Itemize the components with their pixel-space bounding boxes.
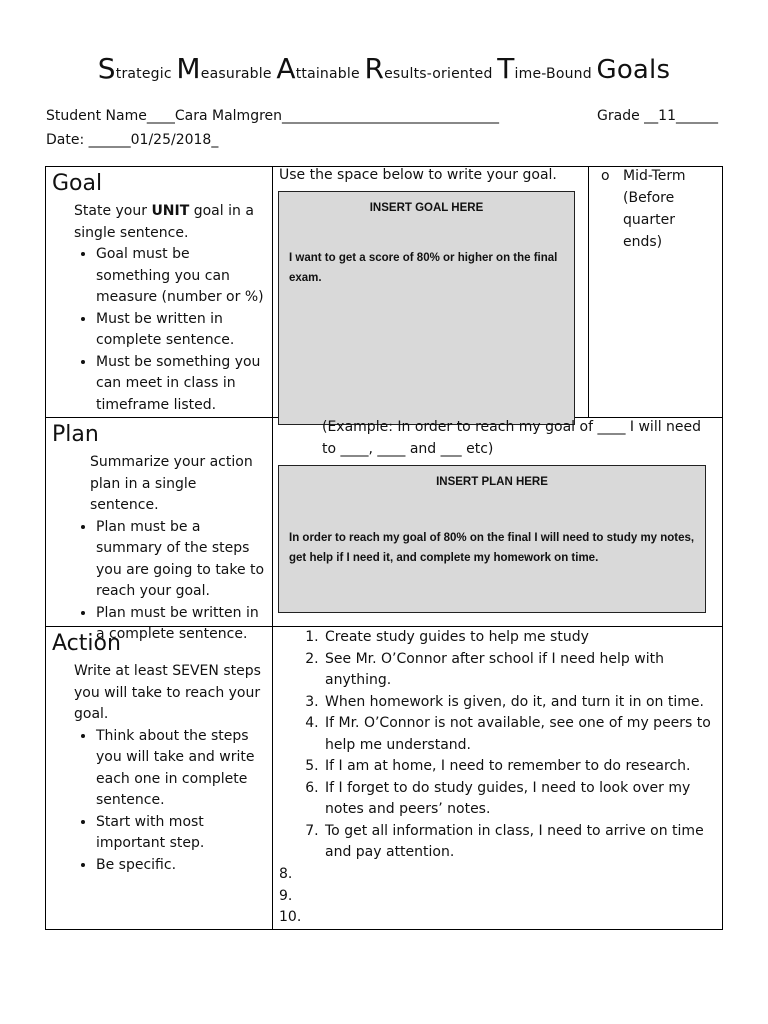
plan-example: (Example: In order to reach my goal of ____ I will need to ____, ____ and ___ etc) bbox=[322, 419, 702, 457]
goal-instruction-post: goal in a single sentence. bbox=[74, 203, 254, 241]
student-name-field[interactable]: Student Name____Cara Malmgren_______________________________ bbox=[46, 108, 500, 124]
title-a-letter: A bbox=[276, 52, 296, 85]
action-bullet: • Think about the steps you will take and write each one in complete sentence. bbox=[96, 726, 266, 812]
plan-box-text[interactable]: In order to reach my goal of 80% on the final I will need to study my notes, get help if I need it, and complete my homework on time. bbox=[289, 532, 695, 564]
action-step[interactable]: 3. When homework is given, do it, and turn it in on time. bbox=[323, 692, 718, 714]
action-step[interactable]: 7. To get all information in class, I need to arrive on time and pay attention. bbox=[323, 821, 718, 864]
action-step-8[interactable]: 8. bbox=[279, 866, 293, 882]
action-bullet: • Be specific. bbox=[96, 855, 266, 877]
goal-prompt: Use the space below to write your goal. bbox=[279, 167, 557, 183]
goal-bullet: • Goal must be something you can measure (number or %) bbox=[96, 244, 266, 309]
plan-bullet: • Plan must be written in a complete sentence. bbox=[96, 603, 266, 646]
goal-instruction-unit: UNIT bbox=[151, 203, 190, 219]
goal-box-heading: INSERT GOAL HERE bbox=[369, 202, 484, 214]
title-t-letter: T bbox=[497, 52, 515, 85]
midterm-column-divider bbox=[588, 167, 589, 417]
action-step[interactable]: 4. If Mr. O’Connor is not available, see one of my peers to help me understand. bbox=[323, 713, 718, 756]
title-m-letter: M bbox=[176, 52, 201, 85]
title-s-rest: trategic bbox=[115, 66, 172, 82]
title-r-rest: esults-oriented bbox=[384, 66, 493, 82]
goal-instruction-text bbox=[52, 201, 266, 244]
plan-instruction-text bbox=[52, 452, 266, 517]
action-steps-list bbox=[273, 627, 718, 864]
midterm-label: Mid-Term (Before quarter ends) bbox=[623, 168, 686, 250]
goal-box-text[interactable]: I want to get a score of 80% or higher on the final exam. bbox=[289, 252, 558, 284]
plan-instruction-span: Summarize your action plan in a single sentence. bbox=[90, 454, 253, 513]
plan-box-heading: INSERT PLAN HERE bbox=[436, 476, 548, 488]
action-instructions bbox=[52, 629, 266, 876]
action-step-9[interactable]: 9. bbox=[279, 888, 293, 904]
plan-instructions bbox=[52, 420, 266, 646]
action-instruction-text: Write at least SEVEN steps you will take to reach your goal. bbox=[74, 663, 261, 722]
action-step[interactable]: 1. Create study guides to help me study bbox=[323, 627, 718, 649]
title-r-letter: R bbox=[364, 52, 385, 85]
plan-bullet-list bbox=[52, 517, 266, 646]
action-bullet-list bbox=[52, 726, 266, 877]
plan-section-title: Plan bbox=[52, 422, 99, 447]
action-step[interactable]: 2. See Mr. O’Connor after school if I need help with anything. bbox=[323, 649, 718, 692]
goal-instructions bbox=[52, 169, 266, 416]
action-step-10[interactable]: 10. bbox=[279, 909, 302, 925]
action-bullet: • Start with most important step. bbox=[96, 812, 266, 855]
goal-bullet: • Must be something you can meet in class in timeframe listed. bbox=[96, 352, 266, 417]
action-step[interactable]: 6. If I forget to do study guides, I need to look over my notes and peers’ notes. bbox=[323, 778, 718, 821]
title-a-rest: ttainable bbox=[295, 66, 360, 82]
action-steps bbox=[273, 627, 718, 864]
goal-input-box[interactable] bbox=[278, 191, 575, 425]
plan-bullet: • Plan must be a summary of the steps you are going to take to reach your goal. bbox=[96, 517, 266, 603]
goal-section-title: Goal bbox=[52, 171, 103, 196]
goal-instruction-pre: State your bbox=[74, 203, 152, 219]
title-s-letter: S bbox=[97, 52, 116, 85]
action-step[interactable]: 5. If I am at home, I need to remember to do research. bbox=[323, 756, 718, 778]
page-title bbox=[0, 52, 768, 85]
title-goals-word: Goals bbox=[596, 55, 671, 85]
student-info-line bbox=[46, 108, 718, 124]
title-t-rest: ime-Bound bbox=[514, 66, 592, 82]
title-m-rest: easurable bbox=[200, 66, 272, 82]
plan-input-box[interactable] bbox=[278, 465, 706, 613]
midterm-bullet-icon: o bbox=[601, 168, 610, 184]
action-section-title: Action bbox=[52, 631, 121, 656]
goal-bullet-list bbox=[52, 244, 266, 416]
goal-bullet: • Must be written in complete sentence. bbox=[96, 309, 266, 352]
grade-field[interactable]: Grade __11______ bbox=[597, 108, 718, 124]
smart-goals-table bbox=[45, 166, 723, 930]
date-field[interactable]: Date: ______01/25/2018_ bbox=[46, 132, 219, 148]
